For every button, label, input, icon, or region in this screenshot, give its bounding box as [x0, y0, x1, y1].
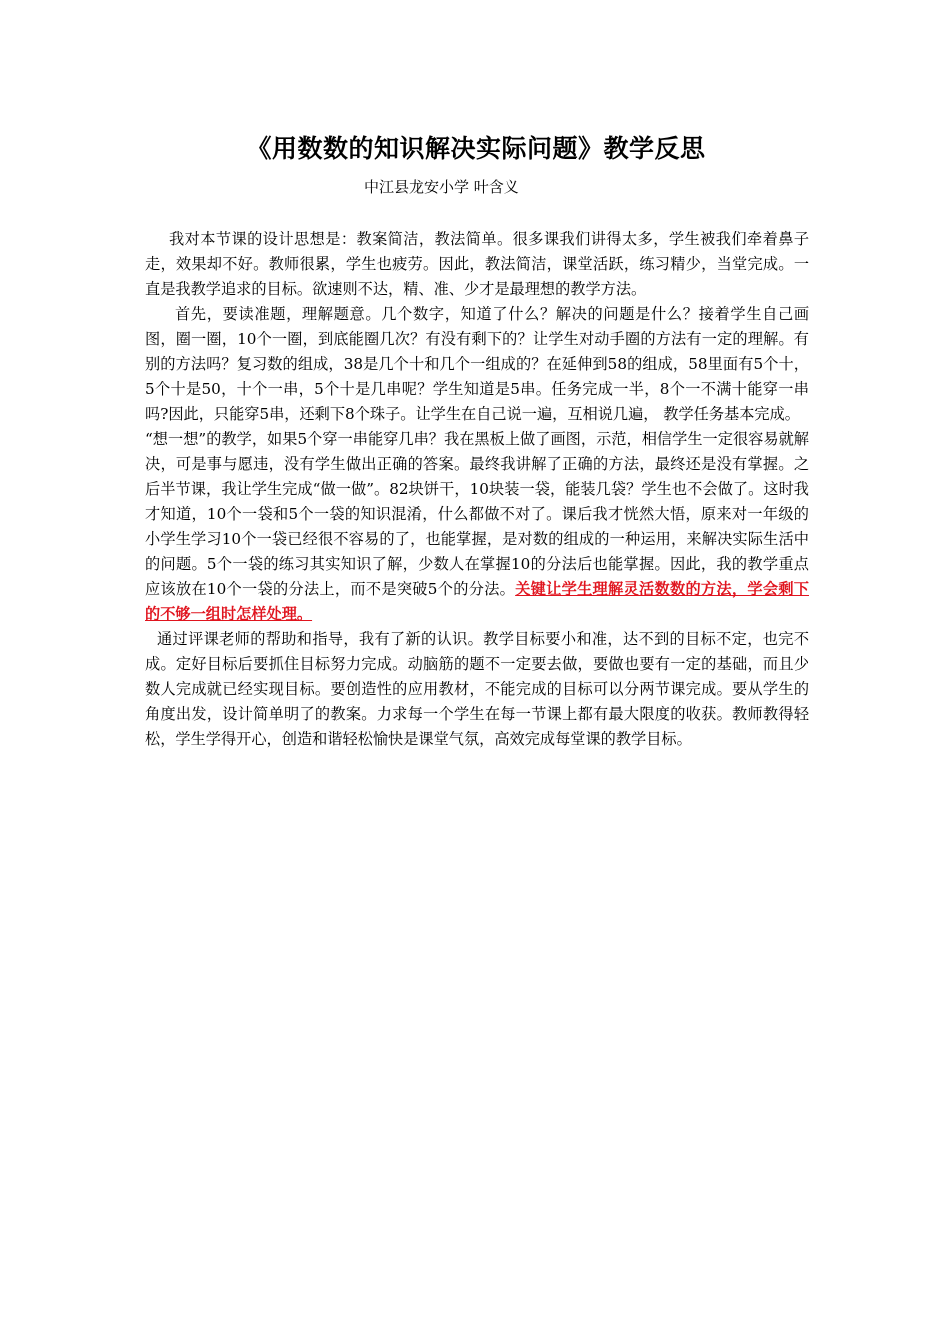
document-author: 中江县龙安小学 叶含义 — [364, 178, 519, 196]
paragraph-text: 首先，要读准题，理解题意。几个数字，知道了什么？解决的问题是什么？接着学生自己画图，圈一圈，10个一圈，到底能圈几次？有没有剩下的？让学生对动手圈的方法有一定的理解。有别的方法吗？复习数的组成，38是几个十和几个一组成的？在延伸到58的组成，58里面有5个十，5个十是50，十个一串，5个十是几串呢？学生知道是5串。任务完成一半，8个一不满十能穿一串吗?因此，只能穿5串，还剩下8个珠子。让学生在自己说一遍，互相说几遍， 教学任务基本完成。 — [145, 305, 809, 423]
document-body — [145, 227, 809, 752]
key-point-highlight: 关键让学生理解灵活数数的方法，学会剩下的不够一组时怎样处理。 — [145, 580, 809, 623]
paragraph-design-idea — [145, 227, 809, 302]
paragraph-text: 通过评课老师的帮助和指导，我有了新的认识。教学目标要小和准，达不到的目标不定，也完不成。定好目标后要抓住目标努力完成。动脑筋的题不一定要去做，要做也要有一定的基础，而且少数人完成就已经实现目标。要创造性的应用教材，不能完成的目标可以分两节课完成。要从学生的角度出发，设计简单明了的教案。力求每一个学生在每一节课上都有最大限度的收获。教师教得轻松，学生学得开心，创造和谐轻松愉快是课堂气氛，高效完成每堂课的教学目标。 — [145, 630, 809, 748]
paragraph-first-step — [145, 302, 809, 427]
paragraph-reflection — [145, 627, 809, 752]
paragraph-think-exercise — [145, 427, 809, 627]
document-title: 《用数数的知识解决实际问题》教学反思 — [246, 134, 706, 163]
paragraph-text: 我对本节课的设计思想是：教案简洁，教法简单。很多课我们讲得太多，学生被我们牵着鼻子走，效果却不好。教师很累，学生也疲劳。因此，教法简洁，课堂活跃，练习精少，当堂完成。一直是我教学追求的目标。欲速则不达，精、准、少才是最理想的教学方法。 — [145, 230, 809, 298]
paragraph-text: “想一想”的教学，如果5个穿一串能穿几串？我在黑板上做了画图，示范，相信学生一定很容易就解决，可是事与愿违，没有学生做出正确的答案。最终我讲解了正确的方法，最终还是没有掌握。之后半节课，我让学生完成“做一做”。82块饼干，10块装一袋，能装几袋？学生也不会做了。这时我才知道，10个一袋和5个一袋的知识混淆，什么都做不对了。课后我才恍然大悟，原来对一年级的小学生学习10个一袋已经很不容易的了，也能掌握，是对数的组成的一种运用，来解决实际生活中的问题。5个一袋的练习其实知识了解，少数人在掌握10的分法后也能掌握。因此，我的教学重点应该放在10个一袋的分法上，而不是突破5个的分法。 — [145, 430, 809, 598]
